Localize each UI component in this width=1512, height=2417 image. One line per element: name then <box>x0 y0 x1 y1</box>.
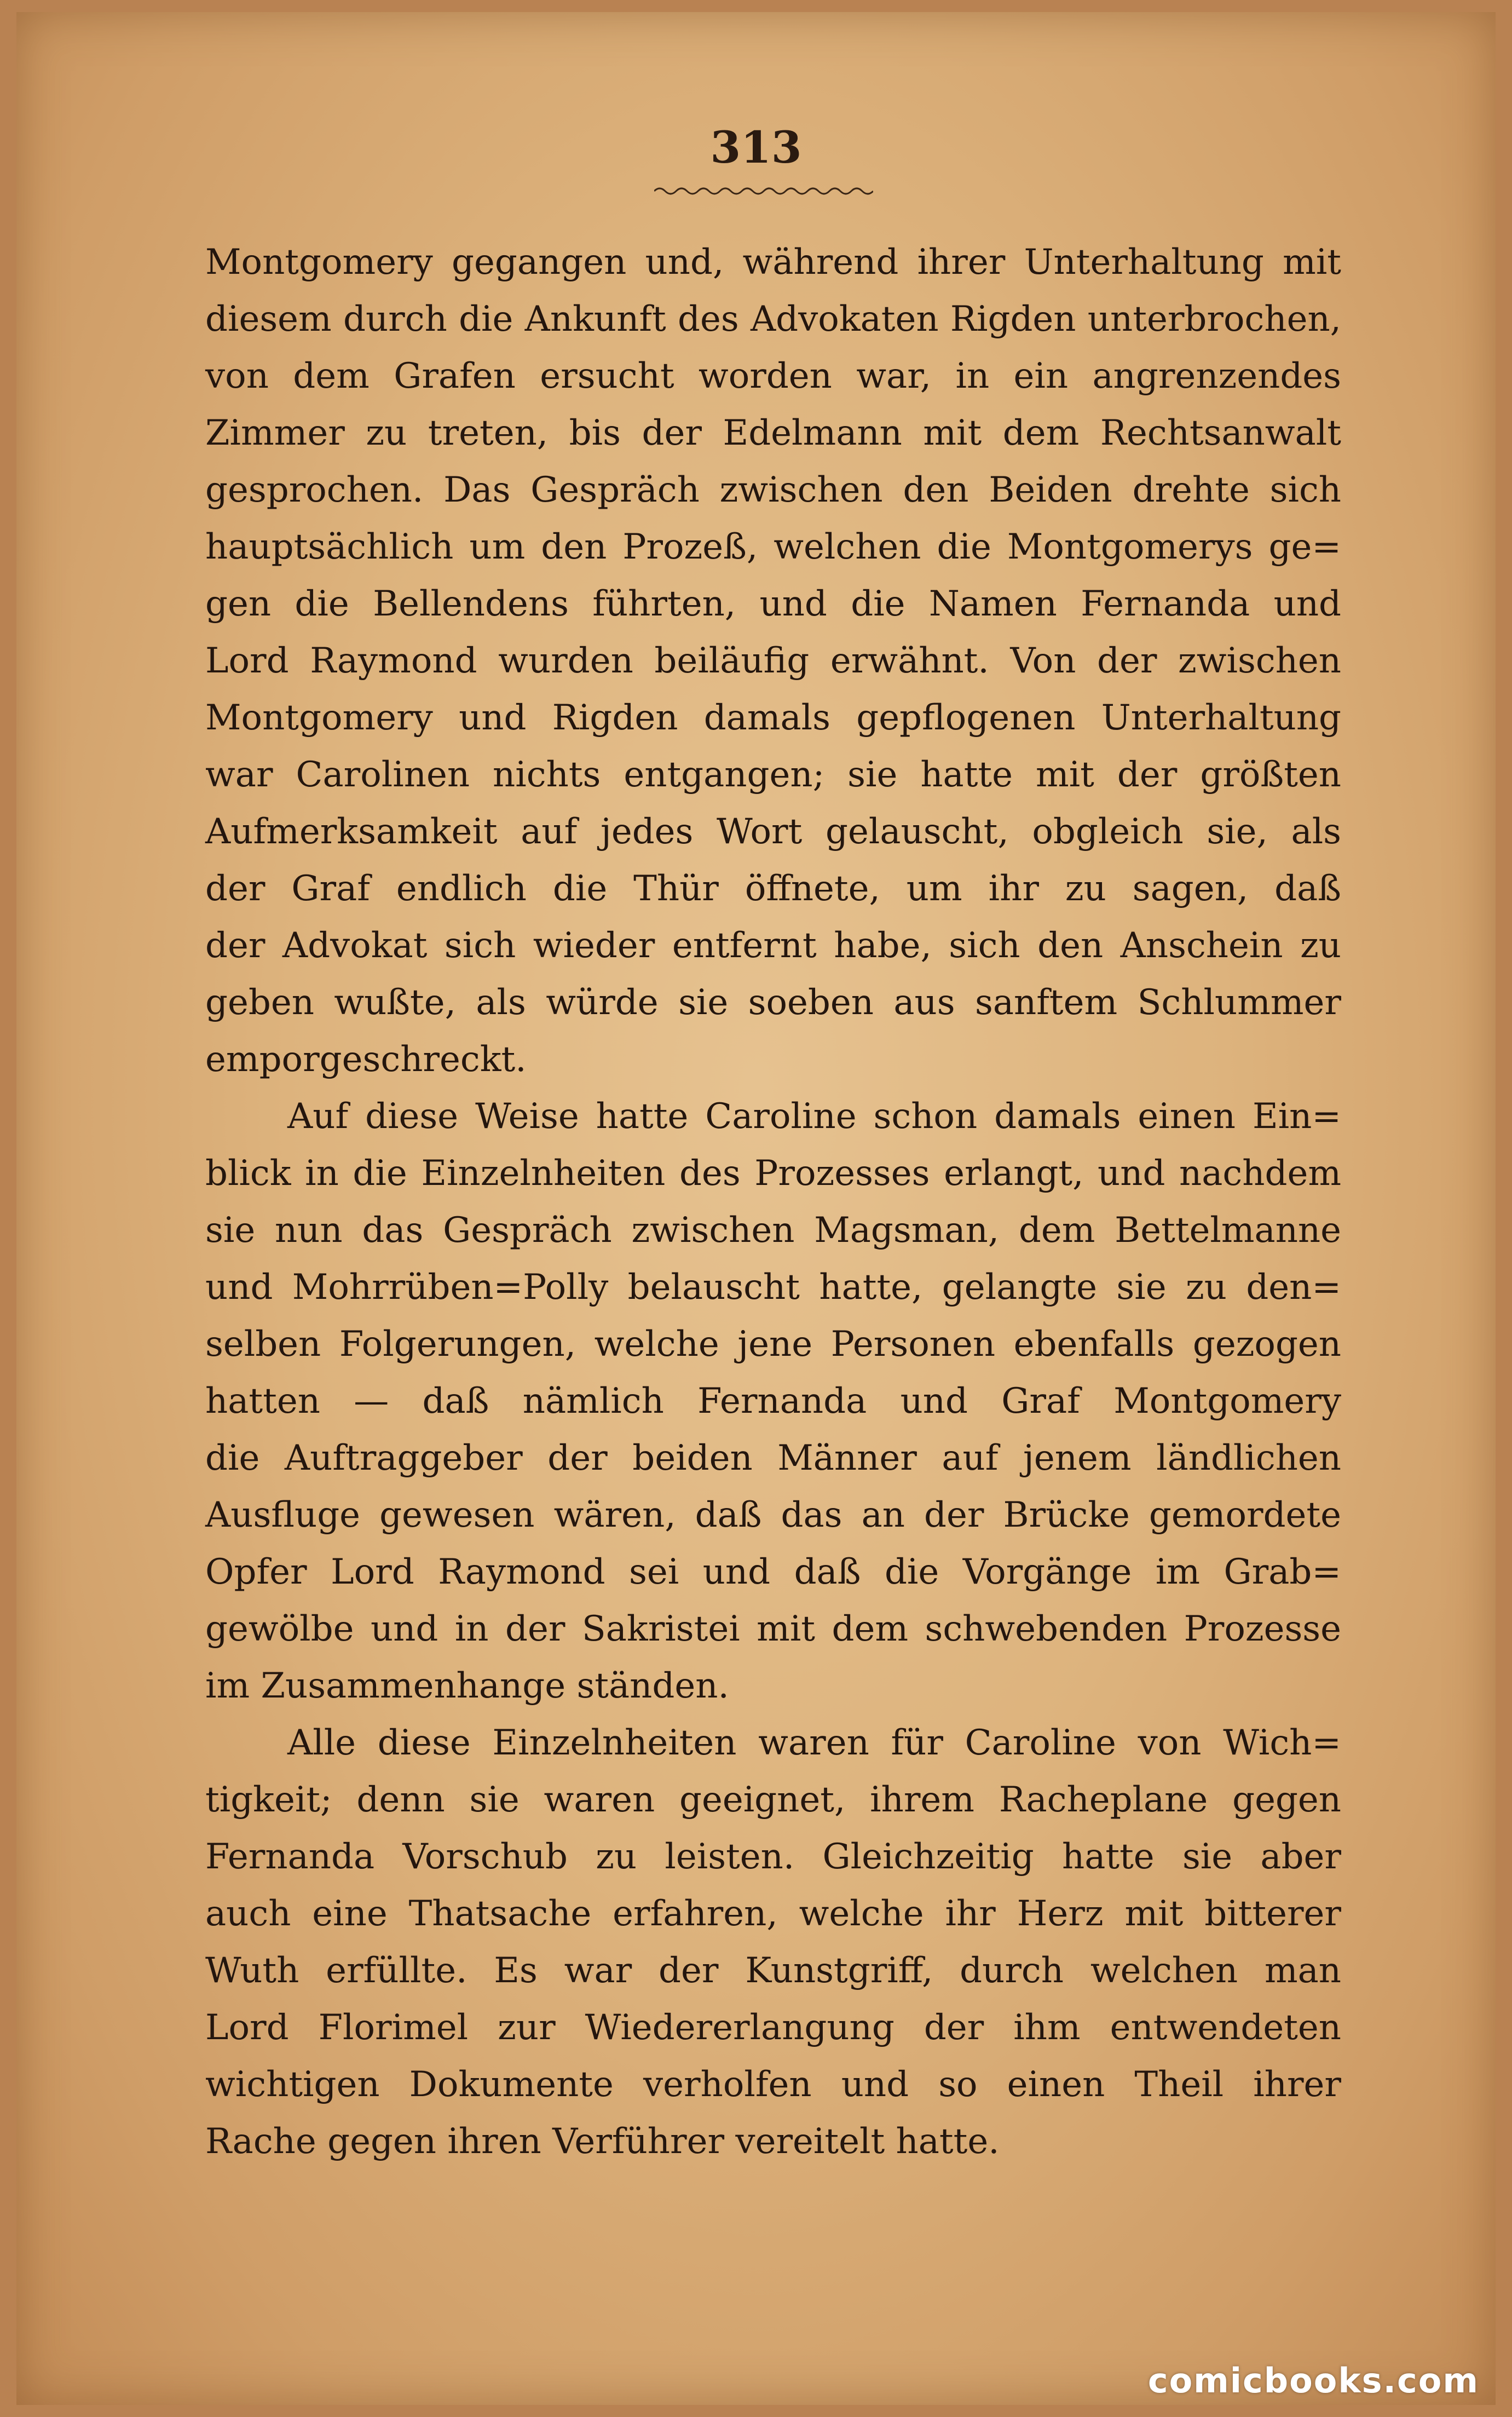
text-line: Montgomery gegangen und, während ihrer Unterhaltung mit <box>205 242 1341 283</box>
page-number: 313 <box>710 122 802 173</box>
text-line: Lord Raymond wurden beiläufig erwähnt. Von der zwischen <box>205 641 1341 681</box>
text-line: sie nun das Gespräch zwischen Magsman, dem Bettelmanne <box>205 1210 1341 1251</box>
text-line: Fernanda Vorschub zu leisten. Gleichzeitig hatte sie aber <box>205 1837 1341 1877</box>
text-line: auch eine Thatsache erfahren, welche ihr Herz mit bitterer <box>205 1894 1341 1934</box>
text-line: Auf diese Weise hatte Caroline schon damals einen Ein= <box>287 1096 1341 1137</box>
book-page <box>16 12 1496 2405</box>
text-line: im Zusammenhange ständen. <box>205 1666 729 1706</box>
text-line: hauptsächlich um den Prozeß, welchen die Montgomerys ge= <box>205 527 1341 567</box>
text-line: Ausfluge gewesen wären, daß das an der Brücke gemordete <box>205 1495 1341 1535</box>
text-line: diesem durch die Ankunft des Advokaten Rigden unterbrochen, <box>205 299 1341 339</box>
text-line: die Auftraggeber der beiden Männer auf jenem ländlichen <box>205 1438 1341 1478</box>
text-line: Lord Florimel zur Wiedererlangung der ihm entwendeten <box>205 2007 1341 2048</box>
text-line: blick in die Einzelnheiten des Prozesses erlangt, und nachdem <box>205 1153 1341 1194</box>
text-line: gesprochen. Das Gespräch zwischen den Beiden drehte sich <box>205 470 1341 510</box>
text-line: emporgeschreckt. <box>205 1039 527 1080</box>
text-line: Rache gegen ihren Verführer vereitelt hatte. <box>205 2121 1000 2162</box>
watermark-logo: comicbooks.com <box>1147 2361 1479 2401</box>
text-line: hatten — daß nämlich Fernanda und Graf Montgomery <box>205 1381 1341 1422</box>
text-line: Alle diese Einzelnheiten waren für Caroline von Wich= <box>287 1723 1341 1763</box>
text-line: und Mohrrüben=Polly belauscht hatte, gelangte sie zu den= <box>205 1267 1341 1308</box>
text-line: Zimmer zu treten, bis der Edelmann mit dem Rechtsanwalt <box>205 413 1341 453</box>
text-line: gen die Bellendens führten, und die Namen Fernanda und <box>205 584 1341 624</box>
text-line: Aufmerksamkeit auf jedes Wort gelauscht, obgleich sie, als <box>205 812 1341 852</box>
body-text <box>205 234 1341 2170</box>
text-line: Montgomery und Rigden damals gepflogenen Unterhaltung <box>205 698 1341 738</box>
text-line: der Graf endlich die Thür öffnete, um ihr zu sagen, daß <box>205 868 1341 909</box>
wavy-ornament <box>654 185 873 201</box>
text-line: tigkeit; denn sie waren geeignet, ihrem Racheplane gegen <box>205 1780 1341 1820</box>
text-line: selben Folgerungen, welche jene Personen ebenfalls gezogen <box>205 1324 1341 1365</box>
text-line: Wuth erfüllte. Es war der Kunstgriff, durch welchen man <box>205 1950 1341 1991</box>
text-line: geben wußte, als würde sie soeben aus sanftem Schlummer <box>205 982 1341 1023</box>
text-line: der Advokat sich wieder entfernt habe, sich den Anschein zu <box>205 925 1341 966</box>
text-line: wichtigen Dokumente verholfen und so einen Theil ihrer <box>205 2064 1341 2105</box>
text-line: von dem Grafen ersucht worden war, in ein angrenzendes <box>205 356 1341 396</box>
text-line: gewölbe und in der Sakristei mit dem schwebenden Prozesse <box>205 1609 1341 1649</box>
text-line: war Carolinen nichts entgangen; sie hatte mit der größten <box>205 755 1341 795</box>
text-line: Opfer Lord Raymond sei und daß die Vorgänge im Grab= <box>205 1552 1341 1592</box>
